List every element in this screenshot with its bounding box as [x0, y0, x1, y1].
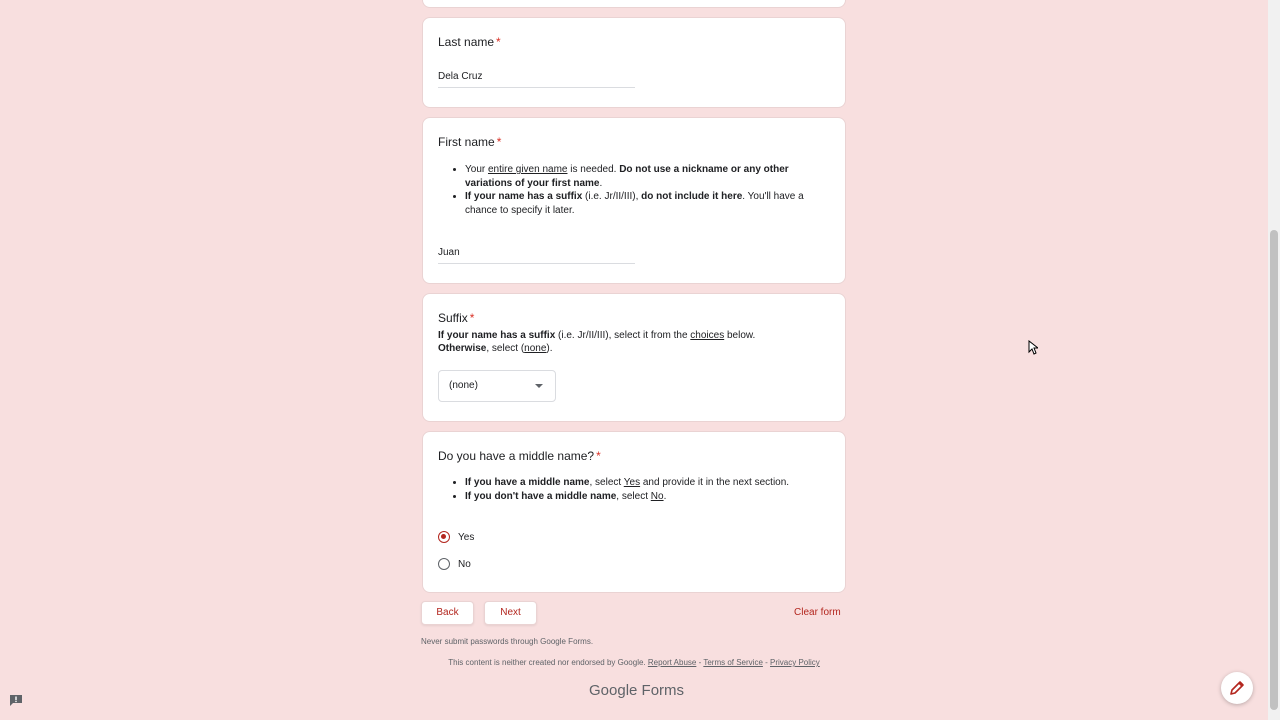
- pencil-icon: [1221, 672, 1253, 704]
- radio-unselected-icon[interactable]: [438, 558, 450, 570]
- password-warning: Never submit passwords through Google Forms.: [421, 637, 594, 646]
- edit-button[interactable]: [1221, 672, 1253, 704]
- description-item: • Your entire given name is needed. Do not use a nickname or any other variations of your first name.: [465, 163, 831, 190]
- description-item: • If you don't have a middle name, select No.: [465, 490, 831, 504]
- required-asterisk: *: [469, 311, 475, 325]
- scrollbar[interactable]: [1268, 0, 1280, 720]
- first-name-input[interactable]: Juan: [438, 245, 635, 264]
- privacy-link[interactable]: Privacy Policy: [770, 658, 820, 667]
- last-name-title: Last name *: [438, 35, 501, 49]
- footer-disclaimer: This content is neither created nor endorsed by Google. Report Abuse - Terms of Service - Privacy Policy: [448, 658, 820, 667]
- middle-name-description: [438, 476, 831, 503]
- suffix-description-line-2: Otherwise, select (none).: [438, 343, 553, 354]
- terms-link[interactable]: Terms of Service: [703, 658, 763, 667]
- scrollbar-thumb[interactable]: [1270, 230, 1278, 710]
- back-button[interactable]: Back: [421, 601, 474, 625]
- suffix-description-line-1: If your name has a suffix (i.e. Jr/II/III), select it from the choices below.: [438, 330, 756, 341]
- required-asterisk: *: [496, 35, 501, 49]
- radio-selected-icon[interactable]: [438, 531, 450, 543]
- previous-question-card: [422, 0, 846, 8]
- next-button[interactable]: Next: [484, 601, 537, 625]
- description-item: • If you have a middle name, select Yes and provide it in the next section.: [465, 476, 831, 490]
- suffix-dropdown[interactable]: (none): [438, 370, 556, 402]
- last-name-card: [422, 17, 846, 108]
- clear-form-button[interactable]: Clear form: [794, 607, 841, 618]
- required-asterisk: *: [596, 449, 601, 463]
- first-name-title: First name *: [438, 135, 502, 149]
- radio-option-yes[interactable]: Yes: [438, 529, 474, 545]
- description-item: • If your name has a suffix (i.e. Jr/II/III), do not include it here. You'll have a chance to specify it later.: [465, 190, 831, 217]
- middle-name-title: Do you have a middle name? *: [438, 449, 601, 463]
- caret-down-icon: [535, 384, 543, 388]
- radio-option-no[interactable]: No: [438, 556, 471, 572]
- required-asterisk: *: [496, 135, 502, 149]
- report-issue-icon[interactable]: [9, 694, 23, 707]
- first-name-description: [438, 163, 831, 217]
- mouse-cursor-icon: [1028, 340, 1038, 355]
- report-abuse-link[interactable]: Report Abuse: [647, 658, 697, 667]
- suffix-card: [422, 293, 846, 422]
- first-name-card: [422, 117, 846, 284]
- suffix-title: Suffix *: [438, 311, 475, 325]
- middle-name-card: [422, 431, 846, 593]
- google-forms-logo[interactable]: Google Forms: [589, 682, 685, 699]
- last-name-input[interactable]: Dela Cruz: [438, 69, 635, 88]
